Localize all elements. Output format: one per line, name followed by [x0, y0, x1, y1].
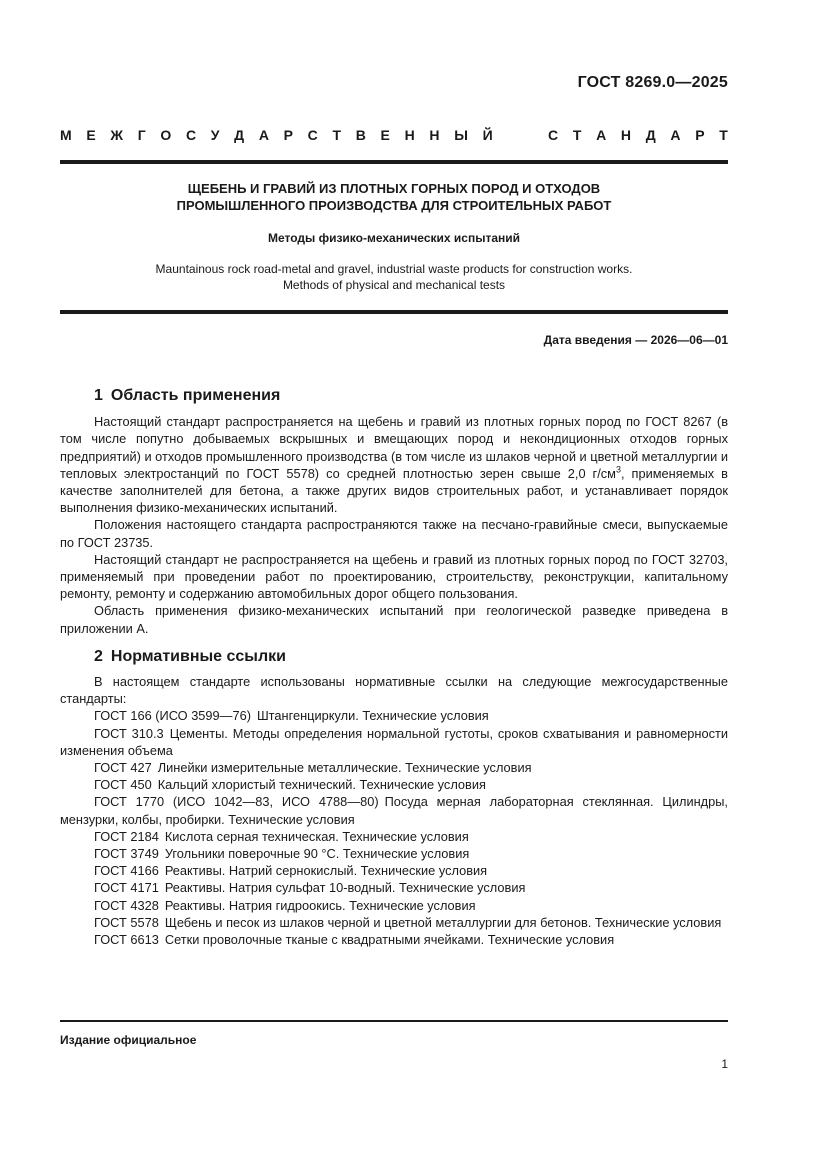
reference-title: Кислота серная техническая. Технические условия: [164, 828, 469, 844]
reference-title: Сетки проволочные тканые с квадратными ячейками. Технические условия: [164, 932, 615, 948]
superscript-3: 3: [615, 464, 621, 475]
introduction-date: Дата введения — 2026—06—01: [543, 333, 728, 347]
reference-item: [60, 914, 728, 931]
title-divider: [60, 310, 728, 314]
reference-item: [60, 845, 728, 862]
reference-title: Штангенциркули. Технические условия: [256, 708, 489, 724]
banner-letter: Г: [137, 127, 146, 143]
reference-code: ГОСТ 166 (ИСО 3599—76): [94, 708, 251, 724]
banner-letter: В: [355, 127, 366, 143]
reference-code: ГОСТ 310.3: [94, 725, 164, 741]
reference-title: Цементы. Методы определения нормальной густоты, сроков схватывания и равномерности изменения объема: [60, 725, 728, 758]
reference-title: Реактивы. Натрия гидроокись. Технические условия: [164, 897, 476, 913]
reference-item: [60, 879, 728, 896]
section-1-paragraph-4: Область применения физико-механических испытаний при геологической разведке приведена в приложении А.: [60, 603, 728, 636]
reference-title: Реактивы. Натрий сернокислый. Технические условия: [164, 863, 488, 879]
standard-number: ГОСТ 8269.0—2025: [577, 74, 728, 91]
reference-item: [60, 828, 728, 845]
reference-title: Реактивы. Натрия сульфат 10-водный. Технические условия: [164, 880, 526, 896]
reference-title: Кальций хлористый технический. Технические условия: [157, 777, 486, 793]
banner-letter: С: [548, 127, 559, 143]
section-1-paragraph-3: Настоящий стандарт не распространяется на щебень и гравий из плотных горных пород по ГОСТ 32703, применяемый при проведении работ по проектированию, строительству, реконструкции, капитальному ремонту, ремонту и содержанию автомобильных дорог общего пользования.: [60, 551, 728, 602]
banner-letter: Т: [572, 127, 582, 143]
banner-letter: Т: [332, 127, 342, 143]
reference-item: [60, 707, 728, 724]
banner-letter: Н: [429, 127, 440, 143]
banner-letter: Р: [283, 127, 293, 143]
interstate-standard-banner: [60, 127, 728, 143]
reference-item: [60, 776, 728, 793]
normative-references-list: [60, 707, 728, 948]
reference-code: ГОСТ 4166: [94, 863, 159, 879]
section-2-intro: В настоящем стандарте использованы нормативные ссылки на следующие межгосударственные стандарты:: [60, 674, 728, 707]
section-2-title: Нормативные ссылки: [110, 647, 286, 665]
reference-code: ГОСТ 4171: [94, 880, 159, 896]
reference-code: ГОСТ 6613: [94, 932, 159, 948]
section-2-number: 2: [94, 647, 103, 665]
banner-letter: А: [258, 127, 269, 143]
section-2-heading: [60, 648, 728, 665]
english-title-line-2: Methods of physical and mechanical tests: [282, 278, 506, 292]
banner-letter: Д: [645, 127, 656, 143]
reference-item: [60, 759, 728, 776]
footer-divider: [60, 1020, 728, 1022]
banner-letter: С: [185, 127, 197, 143]
title-line-1: ЩЕБЕНЬ И ГРАВИЙ ИЗ ПЛОТНЫХ ГОРНЫХ ПОРОД И ОТХОДОВ: [187, 181, 601, 196]
banner-letter: С: [307, 127, 318, 143]
banner-letter: Й: [482, 127, 493, 143]
banner-letter: Е: [86, 127, 96, 143]
document-body: [60, 387, 728, 948]
reference-title: Линейки измерительные металлические. Технические условия: [157, 760, 532, 776]
reference-code: ГОСТ 5578: [94, 914, 159, 930]
reference-code: ГОСТ 1770 (ИСО 1042—83, ИСО 4788—80): [94, 794, 379, 810]
paragraph-text: Настоящий стандарт распространяется на щебень и гравий из плотных горных пород по ГОСТ 8267 (в том числе попутно добываемых вскрышных и вмещающих пород и некондиционных отходов горных предприятий) и отходов промышленного производства (в том числе из шлаков черной и цветной металлургии и тепловых электростанций по ГОСТ 5578) со средней плотностью зерен свыше 2,0 г/см: [60, 414, 728, 481]
english-title: [60, 261, 728, 293]
section-1-paragraph-2: Положения настоящего стандарта распространяются также на песчано-гравийные смеси, выпускаемые по ГОСТ 23735.: [60, 517, 728, 550]
page-number: 1: [721, 1057, 728, 1071]
reference-code: ГОСТ 427: [94, 760, 152, 776]
section-1-paragraph-1: [60, 413, 728, 516]
title-line-2: ПРОМЫШЛЕННОГО ПРОИЗВОДСТВА ДЛЯ СТРОИТЕЛЬНЫХ РАБОТ: [176, 198, 612, 213]
banner-letter: М: [60, 127, 72, 143]
reference-item: [60, 793, 728, 827]
banner-letter: Т: [719, 127, 728, 143]
banner-letter: Д: [234, 127, 245, 143]
reference-code: ГОСТ 2184: [94, 828, 159, 844]
banner-letter: Н: [404, 127, 415, 143]
banner-letter: А: [670, 127, 681, 143]
banner-letter: Ы: [454, 127, 468, 143]
reference-code: ГОСТ 450: [94, 777, 152, 793]
reference-code: ГОСТ 3749: [94, 846, 159, 862]
banner-letter: О: [160, 127, 172, 143]
reference-title: Угольники поверочные 90 °С. Технические условия: [164, 846, 470, 862]
document-title: [60, 180, 728, 214]
paragraph-text-cont: , применяемых в качестве заполнителей для бетона, а также других видов строительных работ, и устанавливает порядок выполнения физико-механических испытаний.: [60, 465, 728, 516]
document-subtitle: Методы физико-механических испытаний: [267, 231, 520, 245]
section-1-heading: [60, 387, 728, 404]
reference-item: [60, 931, 728, 948]
reference-item: [60, 897, 728, 914]
official-edition-label: Издание официальное: [60, 1033, 197, 1047]
reference-title: Посуда мерная лабораторная стеклянная. Цилиндры, мензурки, колбы, пробирки. Технические условия: [60, 794, 728, 827]
reference-item: [60, 862, 728, 879]
reference-item: [60, 725, 728, 759]
section-1-number: 1: [94, 387, 103, 404]
reference-title: Щебень и песок из шлаков черной и цветной металлургии для бетонов. Технические условия: [164, 914, 722, 930]
banner-letter: Ж: [110, 127, 124, 143]
banner-letter: У: [210, 127, 220, 143]
banner-letter: Н: [620, 127, 632, 143]
banner-letter: Р: [695, 127, 705, 143]
header-divider: [60, 160, 728, 164]
reference-code: ГОСТ 4328: [94, 897, 159, 913]
section-1-title: Область применения: [110, 387, 281, 404]
banner-letter: Е: [380, 127, 390, 143]
banner-letter: А: [596, 127, 607, 143]
banner-word-gap: [507, 127, 533, 143]
english-title-line-1: Mauntainous rock road-metal and gravel, industrial waste products for construction works.: [155, 262, 633, 276]
